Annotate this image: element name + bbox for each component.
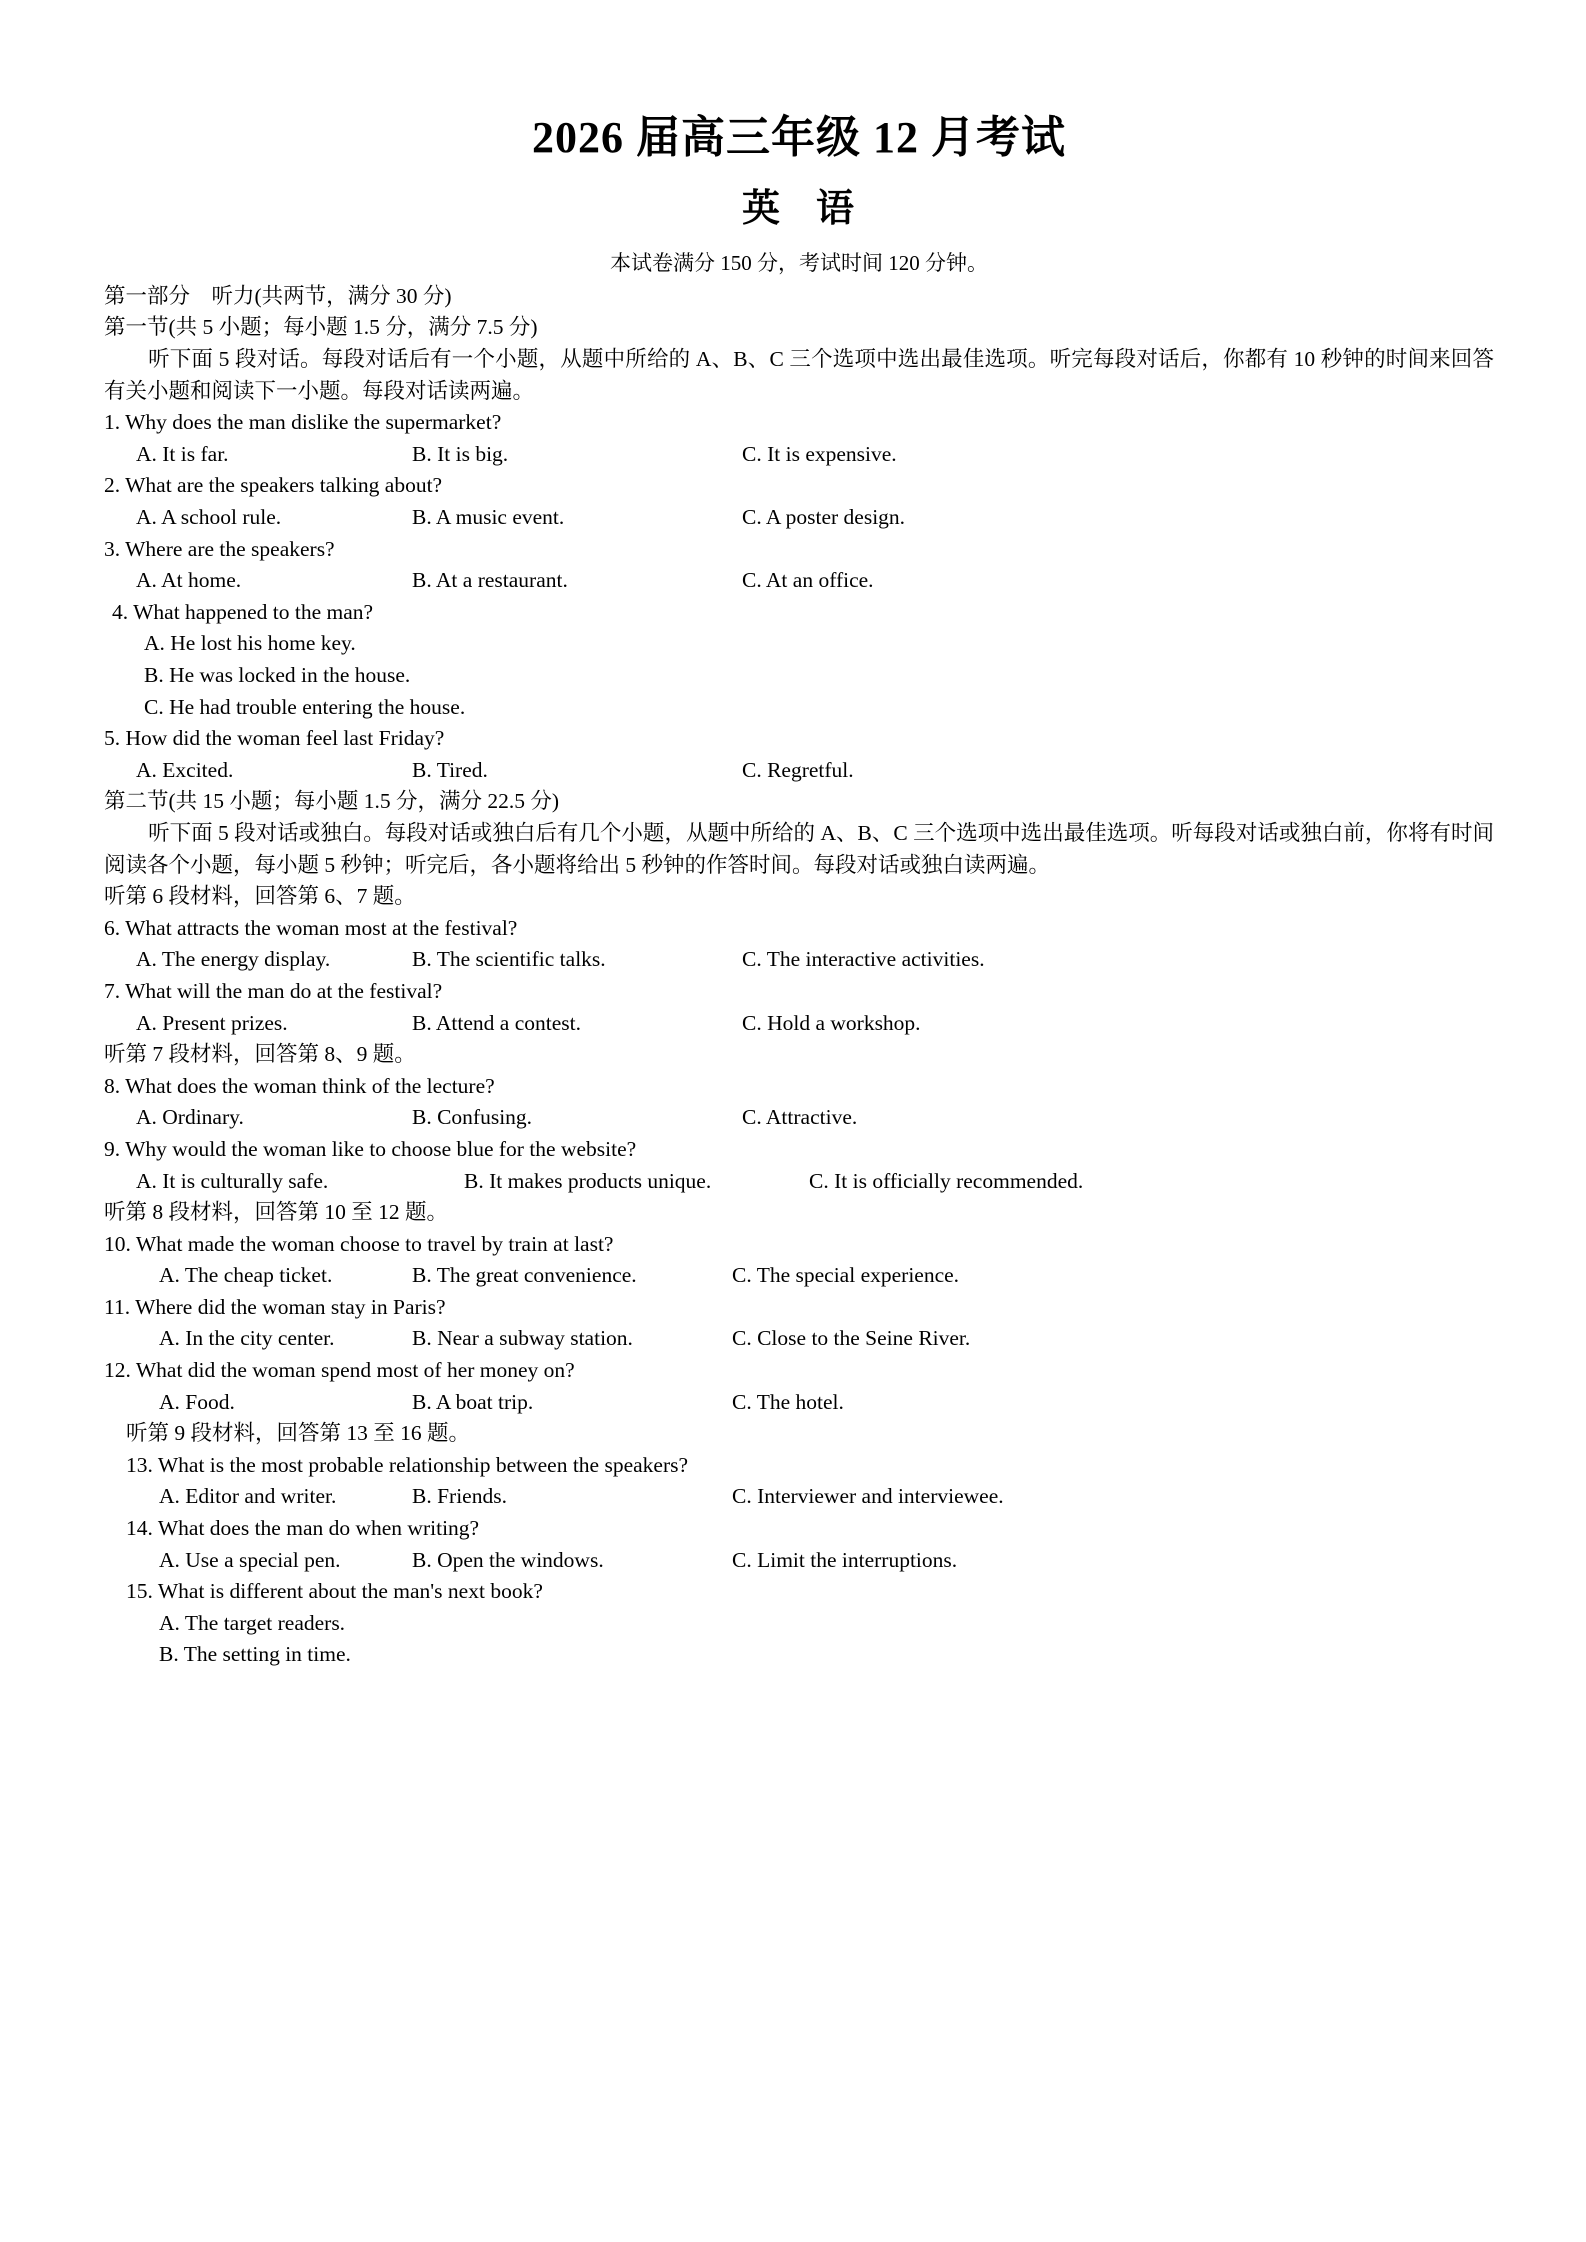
question-stem: 3. Where are the speakers? (104, 536, 335, 561)
option-b[interactable]: B. It is big. (412, 441, 509, 466)
option-a[interactable]: A. Use a special pen. (159, 1547, 341, 1572)
subject-char-left: 英 (741, 188, 782, 230)
option-c[interactable]: C. Hold a workshop. (742, 1010, 921, 1035)
option-a[interactable]: A. It is culturally safe. (136, 1168, 329, 1193)
option-b[interactable]: B. Open the windows. (412, 1547, 604, 1572)
option-c[interactable]: C. He had trouble entering the house. (144, 694, 466, 719)
exam-info-line: 本试卷满分 150 分，考试时间 120 分钟。 (610, 250, 988, 275)
material-header-9: 听第 9 段材料，回答第 13 至 16 题。 (126, 1421, 471, 1446)
option-c[interactable]: C. A poster design. (742, 505, 906, 530)
option-a[interactable]: A. Food. (159, 1389, 235, 1414)
question-stem: 8. What does the woman think of the lecture? (104, 1073, 495, 1098)
option-a[interactable]: A. It is far. (136, 441, 229, 466)
question-stem: 13. What is the most probable relationship between the speakers? (126, 1452, 689, 1477)
subject-title (104, 187, 1494, 233)
material-header-8: 听第 8 段材料，回答第 10 至 12 题。 (104, 1200, 449, 1225)
option-b[interactable]: B. The setting in time. (159, 1642, 351, 1667)
option-a[interactable]: A. Editor and writer. (159, 1484, 337, 1509)
section-two-heading: 第二节(共 15 小题；每小题 1.5 分，满分 22.5 分) (104, 789, 560, 814)
option-c[interactable]: C. Limit the interruptions. (732, 1547, 958, 1572)
option-row (104, 1102, 1494, 1134)
option-b[interactable]: B. A boat trip. (412, 1389, 534, 1414)
option-a[interactable]: A. Present prizes. (136, 1010, 288, 1035)
option-row (104, 1008, 1494, 1040)
option-c[interactable]: C. The interactive activities. (742, 947, 985, 972)
option-a[interactable]: A. The target readers. (159, 1610, 346, 1635)
option-c[interactable]: C. It is officially recommended. (809, 1168, 1084, 1193)
question-stem: 14. What does the man do when writing? (126, 1516, 480, 1541)
question-stem: 5. How did the woman feel last Friday? (104, 726, 445, 751)
question-stem: 4. What happened to the man? (112, 599, 374, 624)
option-row (104, 439, 1494, 471)
option-c[interactable]: C. Close to the Seine River. (732, 1326, 971, 1351)
page-title: 2026 届高三年级 12 月考试 (532, 113, 1066, 162)
section-two-instruction: 听下面 5 段对话或独白。每段对话或独白后有几个小题，从题中所给的 A、B、C 三个选项中选出最佳选项。听每段对话或独白前，你将有时间阅读各个小题，每小题 5 秒钟；听完后，各小题将给出 5 秒钟的作答时间。每段对话或独白读两遍。 (104, 820, 1494, 877)
subject-char-right: 语 (816, 188, 857, 230)
option-row (104, 944, 1494, 976)
option-row (104, 1260, 1494, 1292)
option-b[interactable]: B. The great convenience. (412, 1263, 637, 1288)
question-stem: 11. Where did the woman stay in Paris? (104, 1294, 446, 1319)
question-stem: 9. Why would the woman like to choose blue for the website? (104, 1136, 637, 1161)
option-a[interactable]: A. Ordinary. (136, 1105, 244, 1130)
question-stem: 2. What are the speakers talking about? (104, 473, 443, 498)
option-a[interactable]: A. Excited. (136, 757, 234, 782)
option-row (104, 755, 1494, 787)
material-header-7: 听第 7 段材料，回答第 8、9 题。 (104, 1042, 416, 1067)
option-c[interactable]: C. It is expensive. (742, 441, 897, 466)
option-a[interactable]: A. The energy display. (136, 947, 331, 972)
page-content (104, 0, 1494, 1671)
question-stem: 1. Why does the man dislike the supermarket? (104, 410, 502, 435)
option-row (104, 565, 1494, 597)
material-header-6: 听第 6 段材料，回答第 6、7 题。 (104, 884, 416, 909)
option-c[interactable]: C. The hotel. (732, 1389, 844, 1414)
option-c[interactable]: C. Regretful. (742, 757, 854, 782)
option-a[interactable]: A. A school rule. (136, 505, 282, 530)
question-stem: 6. What attracts the woman most at the festival? (104, 915, 518, 940)
option-b[interactable]: B. The scientific talks. (412, 947, 606, 972)
question-stem: 10. What made the woman choose to travel by train at last? (104, 1231, 614, 1256)
option-a[interactable]: A. At home. (136, 568, 242, 593)
option-row (104, 502, 1494, 534)
option-b[interactable]: B. He was locked in the house. (144, 663, 411, 688)
option-b[interactable]: B. It makes products unique. (464, 1168, 712, 1193)
option-b[interactable]: B. Friends. (412, 1484, 507, 1509)
option-c[interactable]: C. Attractive. (742, 1105, 858, 1130)
option-b[interactable]: B. Attend a contest. (412, 1010, 581, 1035)
part-one-heading: 第一部分 听力(共两节，满分 30 分) (104, 283, 452, 308)
option-row (104, 1387, 1494, 1419)
question-stem: 7. What will the man do at the festival? (104, 978, 443, 1003)
option-b[interactable]: B. Confusing. (412, 1105, 533, 1130)
section-one-heading: 第一节(共 5 小题；每小题 1.5 分，满分 7.5 分) (104, 315, 538, 340)
option-b[interactable]: B. Tired. (412, 757, 488, 782)
option-b[interactable]: B. A music event. (412, 505, 565, 530)
option-b[interactable]: B. Near a subway station. (412, 1326, 633, 1351)
option-row (104, 1545, 1494, 1577)
option-c[interactable]: C. The special experience. (732, 1263, 960, 1288)
option-c[interactable]: C. Interviewer and interviewee. (732, 1484, 1004, 1509)
option-row (104, 1166, 1494, 1198)
question-stem: 12. What did the woman spend most of her money on? (104, 1358, 575, 1383)
question-stem: 15. What is different about the man's next book? (126, 1579, 543, 1604)
option-a[interactable]: A. The cheap ticket. (159, 1263, 333, 1288)
option-c[interactable]: C. At an office. (742, 568, 874, 593)
option-row (104, 1481, 1494, 1513)
section-one-instruction: 听下面 5 段对话。每段对话后有一个小题，从题中所给的 A、B、C 三个选项中选出最佳选项。听完每段对话后，你都有 10 秒钟的时间来回答有关小题和阅读下一小题。每段对话读两遍。 (104, 347, 1494, 403)
option-row (104, 1323, 1494, 1355)
option-b[interactable]: B. At a restaurant. (412, 568, 568, 593)
option-a[interactable]: A. In the city center. (159, 1326, 335, 1351)
option-a[interactable]: A. He lost his home key. (144, 631, 356, 656)
